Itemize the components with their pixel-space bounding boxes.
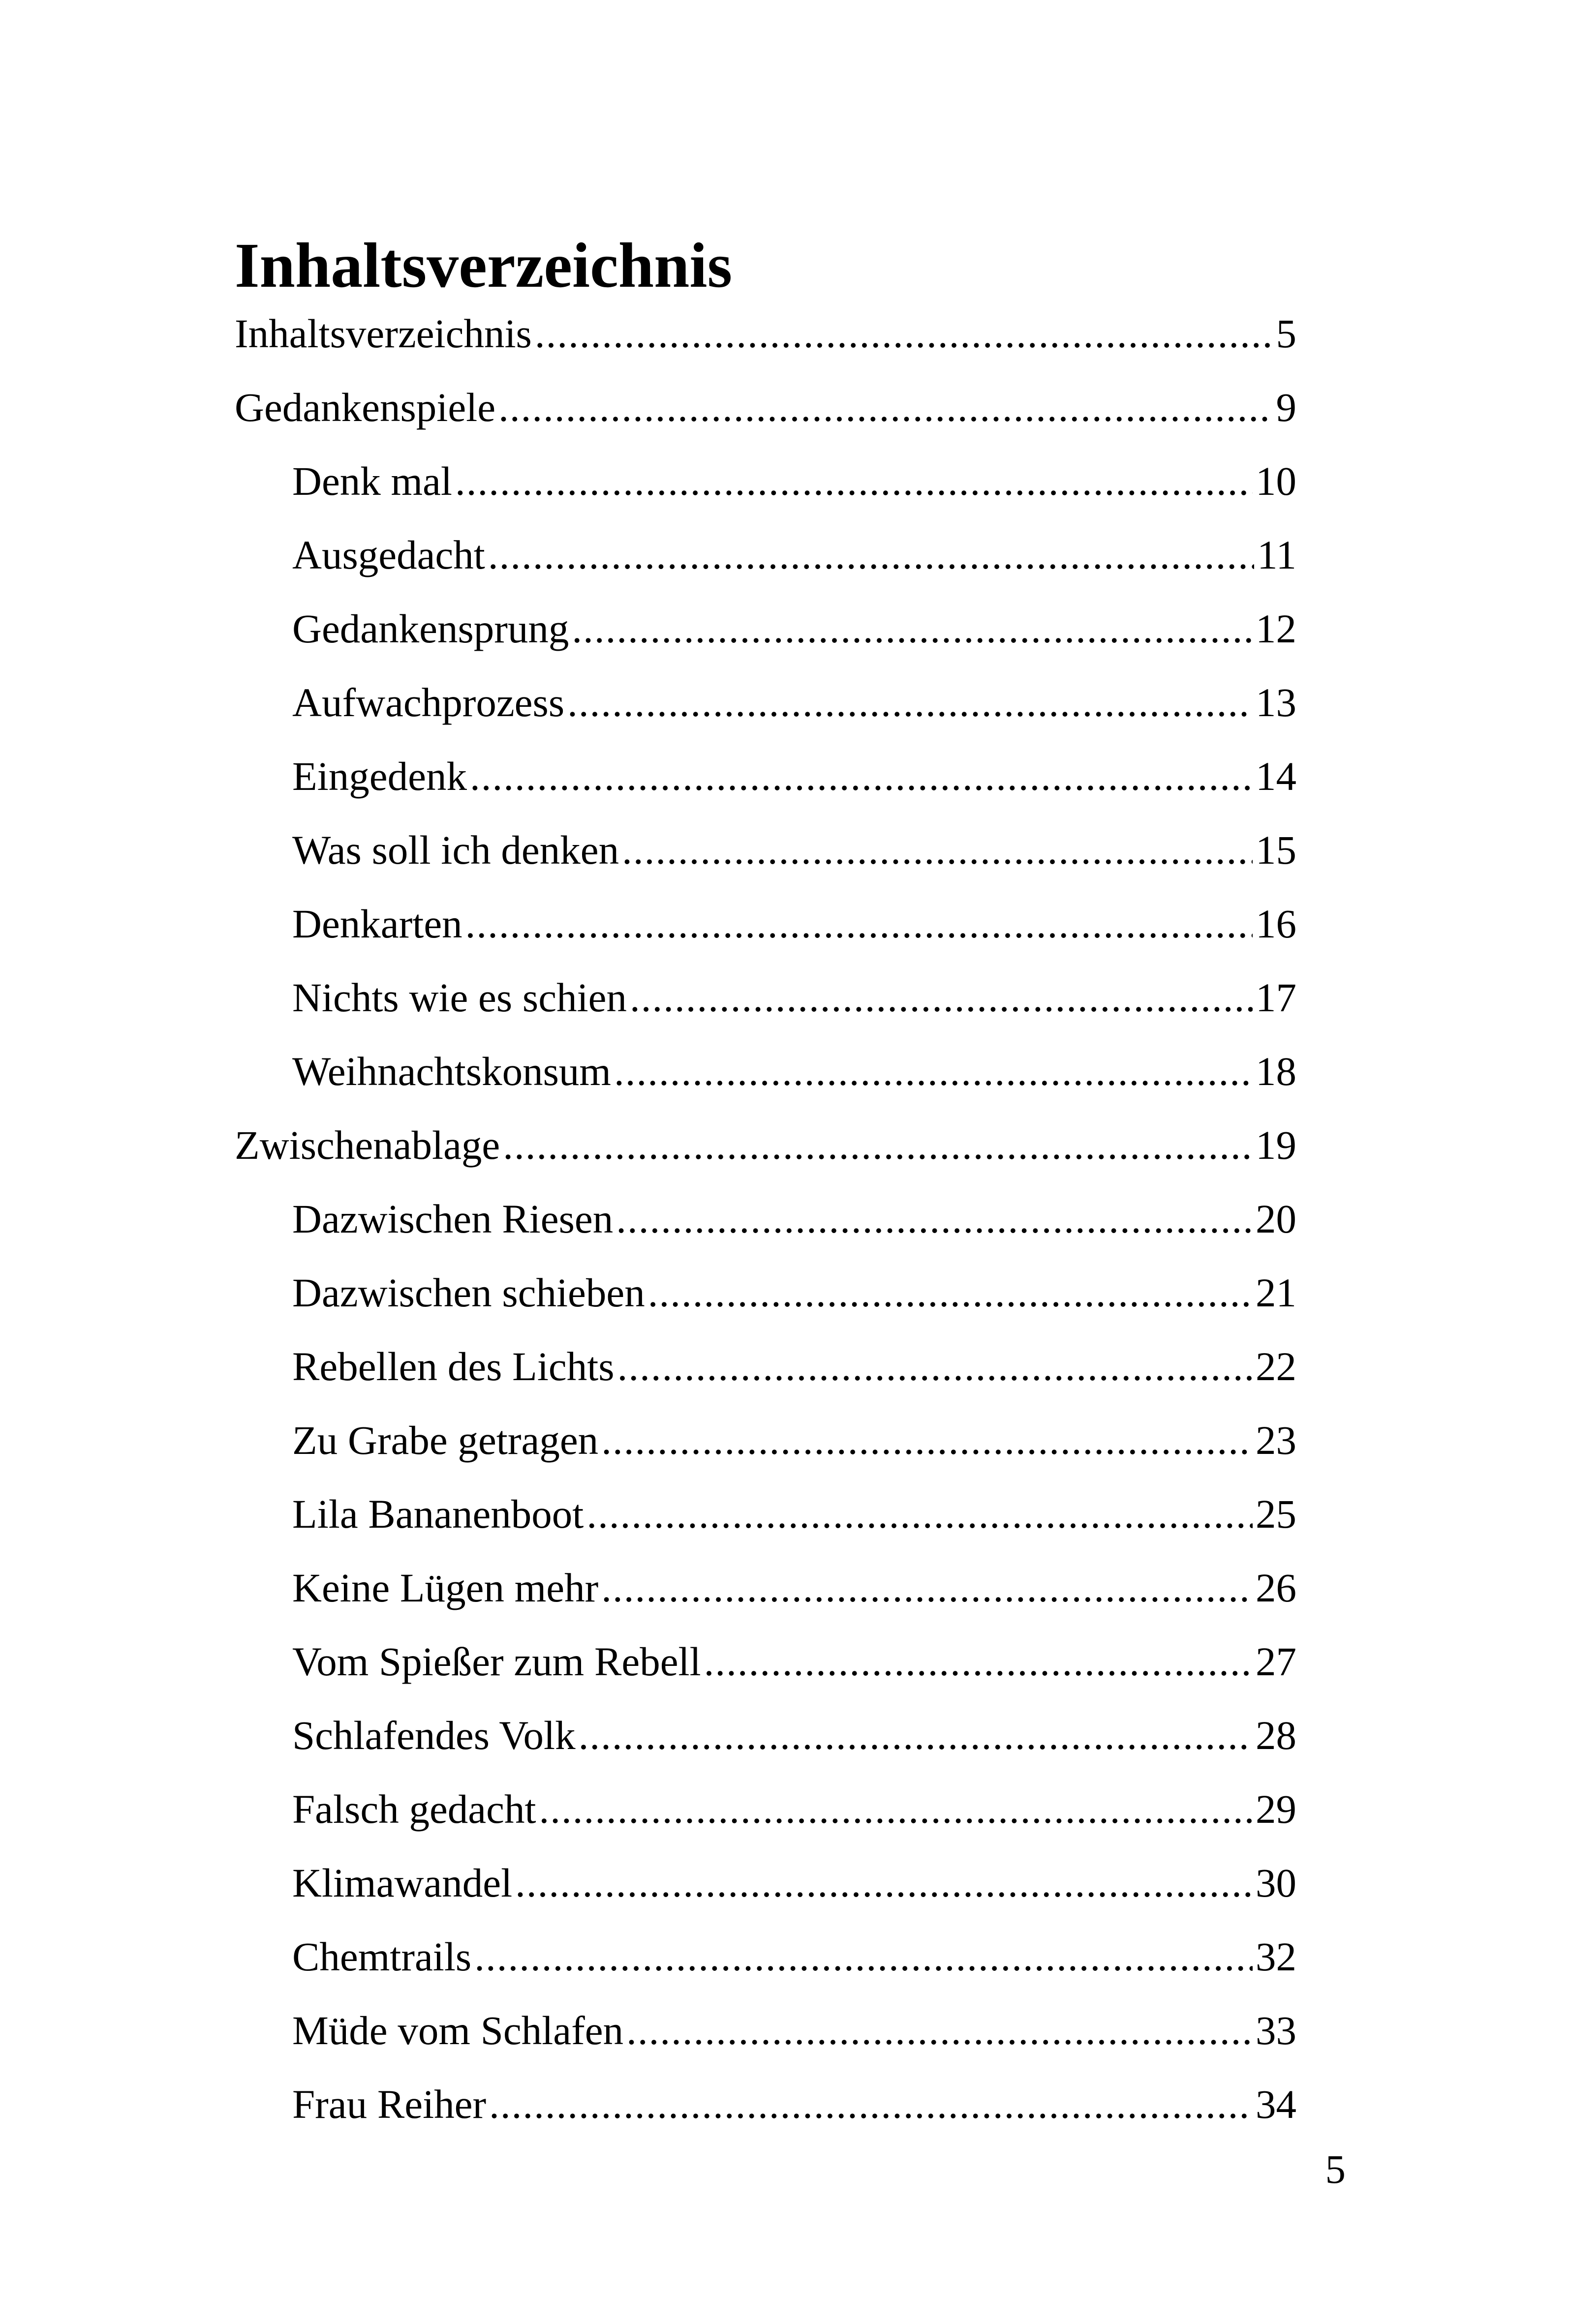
toc-entry-title: Denk mal [292,458,452,504]
dot-leader [535,297,1273,370]
dot-leader [601,1403,1253,1477]
toc-entry[interactable] [235,1772,1296,1846]
toc-entry-page: 28 [1256,1713,1296,1758]
toc-entry-title: Denkarten [292,901,462,946]
toc-entry-title: Aufwachprozess [292,680,565,725]
toc-entry[interactable] [235,739,1296,813]
toc-entry-title: Nichts wie es schien [292,975,627,1020]
toc-entry-page: 34 [1256,2082,1296,2127]
toc-entry-title: Frau Reiher [292,2082,487,2127]
dot-leader [488,518,1254,592]
table-of-contents [235,297,1296,2141]
dot-leader [614,1034,1253,1108]
toc-entry-page: 15 [1256,827,1296,873]
toc-entry-page: 13 [1256,680,1296,725]
toc-entry[interactable] [235,887,1296,961]
toc-entry[interactable] [235,518,1296,592]
dot-leader [474,1920,1253,1993]
toc-entry-title: Dazwischen schieben [292,1270,645,1315]
toc-entry-page: 20 [1256,1196,1296,1241]
toc-entry-title: Lila Bananenboot [292,1491,584,1537]
toc-entry-title: Chemtrails [292,1934,472,1979]
toc-entry-title: Zwischenablage [235,1122,500,1168]
toc-entry[interactable] [235,297,1296,370]
toc-entry-page: 11 [1257,532,1296,577]
dot-leader [617,1329,1253,1403]
page-number: 5 [1325,2146,1346,2192]
toc-entry-title: Rebellen des Lichts [292,1344,615,1389]
toc-entry-page: 33 [1256,2008,1296,2053]
toc-entry[interactable] [235,665,1296,739]
dot-leader [579,1698,1253,1772]
dot-leader [630,961,1253,1034]
toc-entry-title: Klimawandel [292,1860,513,1905]
dot-leader [470,739,1253,813]
toc-entry-page: 30 [1256,1860,1296,1905]
dot-leader [586,1477,1253,1551]
toc-entry-page: 12 [1256,606,1296,651]
toc-entry-title: Müde vom Schlafen [292,2008,624,2053]
dot-leader [572,592,1253,665]
toc-entry-title: Zu Grabe getragen [292,1418,599,1463]
dot-leader [622,813,1253,887]
dot-leader [601,1551,1253,1625]
toc-entry[interactable] [235,1256,1296,1329]
toc-entry-title: Eingedenk [292,754,467,799]
dot-leader [616,1182,1253,1256]
dot-leader [648,1256,1253,1329]
toc-entry-page: 16 [1256,901,1296,946]
toc-entry-title: Inhaltsverzeichnis [235,311,532,356]
toc-entry-title: Keine Lügen mehr [292,1565,599,1610]
toc-entry[interactable] [235,1329,1296,1403]
dot-leader [489,2067,1253,2141]
toc-entry-page: 10 [1256,458,1296,504]
toc-entry-title: Vom Spießer zum Rebell [292,1639,701,1684]
toc-entry-title: Was soll ich denken [292,827,619,873]
toc-entry[interactable] [235,370,1296,444]
toc-entry-title: Gedankenspiele [235,385,496,430]
toc-entry-page: 26 [1256,1565,1296,1610]
dot-leader [465,887,1253,961]
toc-entry[interactable] [235,1551,1296,1625]
toc-entry-page: 22 [1256,1344,1296,1389]
toc-entry[interactable] [235,961,1296,1034]
toc-entry[interactable] [235,1034,1296,1108]
toc-entry[interactable] [235,1846,1296,1920]
toc-entry[interactable] [235,592,1296,665]
dot-leader [567,665,1253,739]
toc-entry-title: Weihnachtskonsum [292,1049,611,1094]
toc-entry[interactable] [235,1625,1296,1698]
toc-entry-title: Dazwischen Riesen [292,1196,614,1241]
toc-entry-page: 18 [1256,1049,1296,1094]
toc-entry[interactable] [235,444,1296,518]
toc-entry-page: 5 [1276,311,1296,356]
toc-entry-page: 17 [1256,975,1296,1020]
toc-entry-page: 14 [1256,754,1296,799]
toc-entry-page: 27 [1256,1639,1296,1684]
toc-entry-page: 25 [1256,1491,1296,1537]
toc-entry-page: 23 [1256,1418,1296,1463]
toc-entry[interactable] [235,1403,1296,1477]
dot-leader [704,1625,1253,1698]
toc-entry-page: 9 [1276,385,1296,430]
toc-entry[interactable] [235,1108,1296,1182]
toc-entry[interactable] [235,1477,1296,1551]
toc-entry-title: Schlafendes Volk [292,1713,576,1758]
toc-entry[interactable] [235,1182,1296,1256]
toc-entry-page: 21 [1256,1270,1296,1315]
toc-entry-title: Falsch gedacht [292,1786,536,1832]
dot-leader [455,444,1253,518]
toc-entry-page: 19 [1256,1122,1296,1168]
toc-entry[interactable] [235,1698,1296,1772]
toc-entry[interactable] [235,2067,1296,2141]
toc-entry-title: Ausgedacht [292,532,485,577]
dot-leader [515,1846,1253,1920]
dot-leader [539,1772,1253,1846]
toc-entry-page: 32 [1256,1934,1296,1979]
dot-leader [498,370,1273,444]
toc-entry[interactable] [235,1920,1296,1993]
toc-entry-title: Gedankensprung [292,606,569,651]
toc-entry-page: 29 [1256,1786,1296,1832]
dot-leader [626,1993,1253,2067]
toc-entry[interactable] [235,813,1296,887]
dot-leader [503,1108,1253,1182]
toc-entry[interactable] [235,1993,1296,2067]
page-title: Inhaltsverzeichnis [235,230,733,301]
